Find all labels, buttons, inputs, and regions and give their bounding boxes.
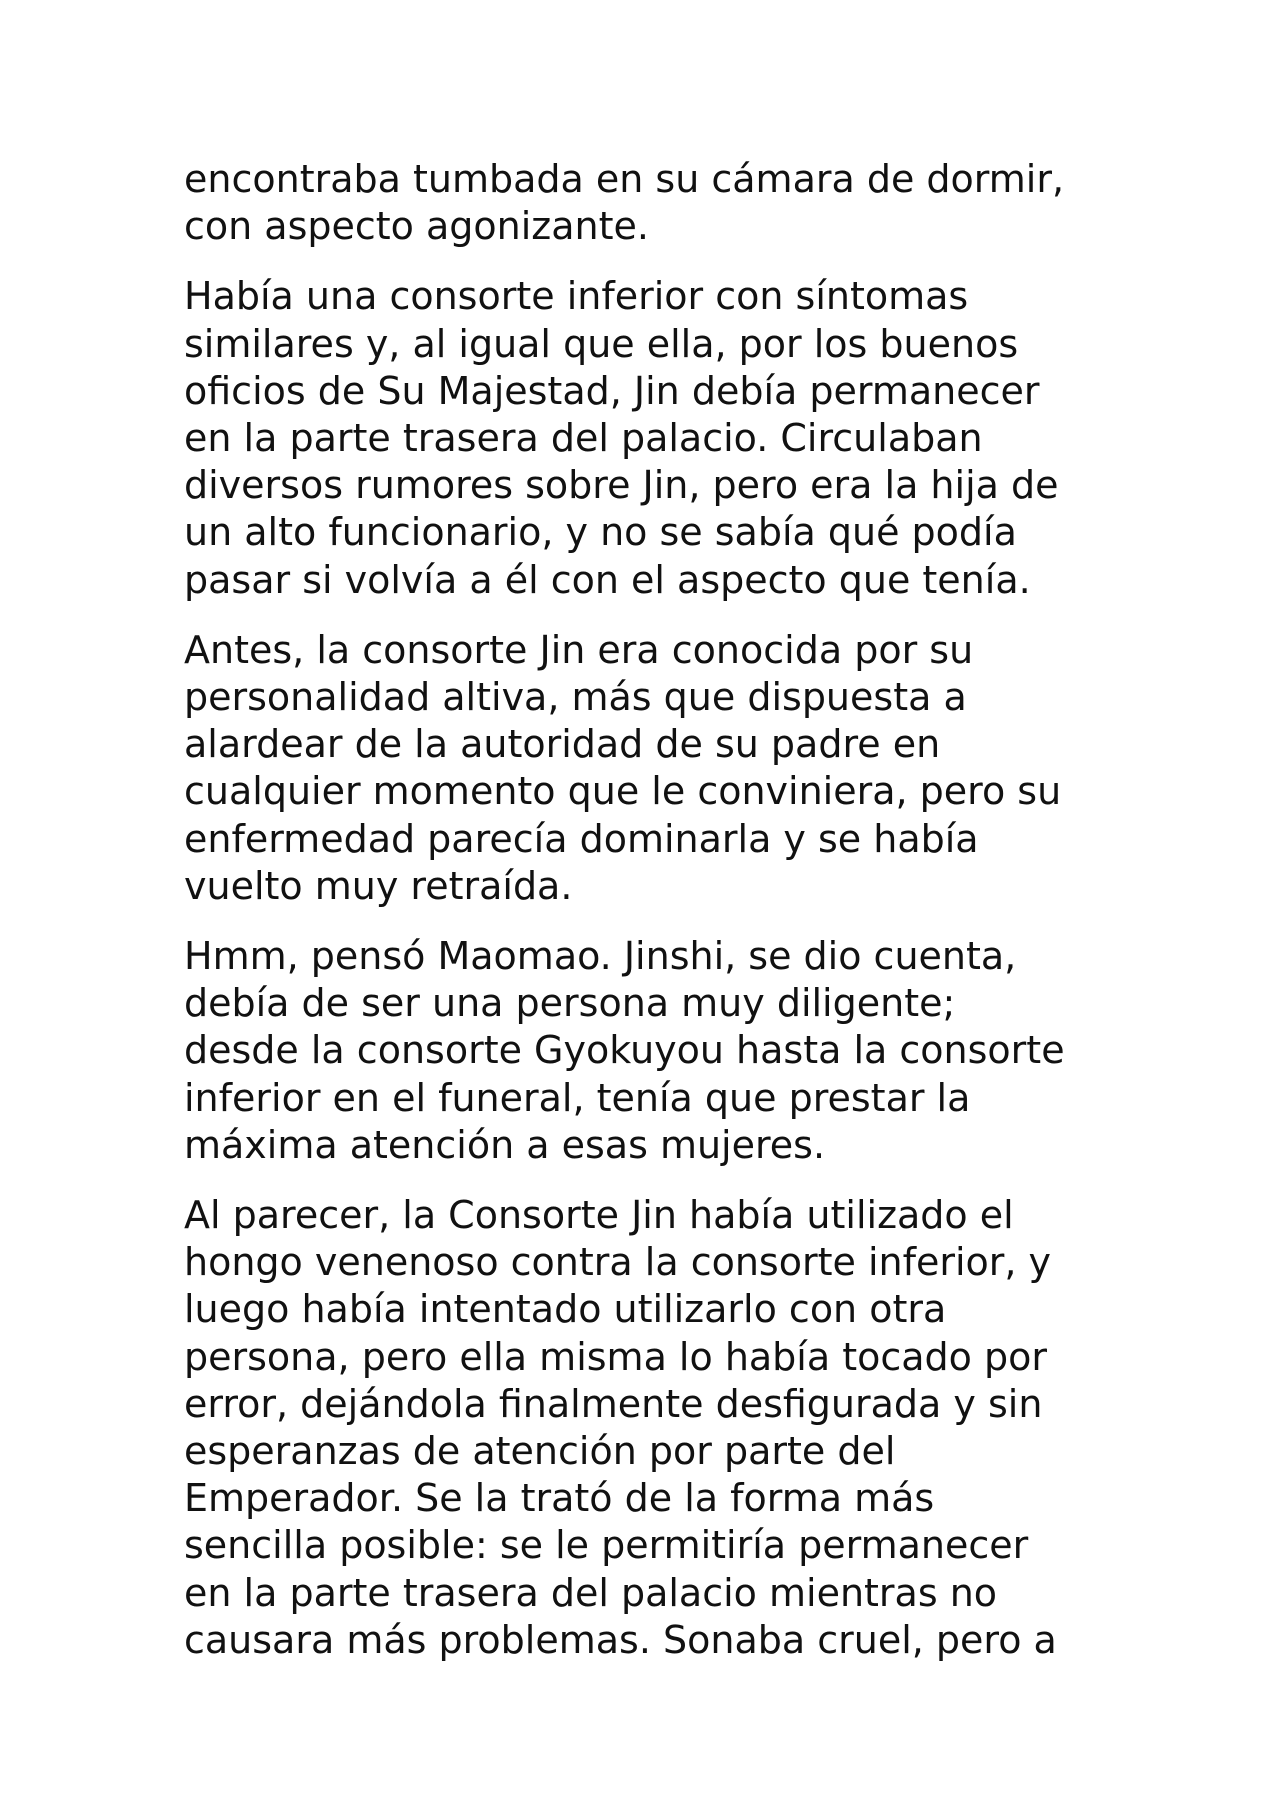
text-line: Había una consorte inferior con síntomas	[184, 274, 969, 319]
text-line: Antes, la consorte Jin era conocida por su	[184, 627, 974, 672]
text-line: con aspecto agonizante.	[184, 204, 649, 249]
text-line: desde la consorte Gyokuyou hasta la consorte	[184, 1028, 1065, 1073]
text-line: debía de ser una persona muy diligente;	[184, 981, 956, 1026]
text-line: similares y, al igual que ella, por los buenos	[184, 321, 1019, 366]
text-line: Hmm, pensó Maomao. Jinshi, se dio cuenta,	[184, 934, 1017, 979]
text-line: pasar si volvía a él con el aspecto que tenía.	[184, 557, 1031, 602]
text-line: alardear de la autoridad de su padre en	[184, 722, 941, 767]
text-line: Al parecer, la Consorte Jin había utilizado el	[184, 1193, 1014, 1238]
text-line: en la parte trasera del palacio mientras no	[184, 1570, 998, 1615]
text-line: encontraba tumbada en su cámara de dormir,	[184, 157, 1065, 201]
text-line: enfermedad parecía dominarla y se había	[184, 816, 979, 861]
text-line: vuelto muy retraída.	[184, 863, 573, 908]
text-line: causara más problemas. Sonaba cruel, pero a	[184, 1617, 1057, 1662]
text-line: Emperador. Se la trató de la forma más	[184, 1476, 935, 1521]
text-line: oficios de Su Majestad, Jin debía permanecer	[184, 368, 1040, 413]
text-line: inferior en el funeral, tenía que prestar la	[184, 1075, 971, 1120]
paragraph	[184, 273, 1114, 603]
text-line: esperanzas de atención por parte del	[184, 1429, 896, 1474]
text-line: error, dejándola finalmente desfigurada y sin	[184, 1381, 1043, 1426]
text-line: luego había intentado utilizarlo con otra	[184, 1287, 947, 1332]
text-line: hongo venenoso contra la consorte inferior, y	[184, 1240, 1052, 1285]
text-line: en la parte trasera del palacio. Circulaban	[184, 416, 983, 461]
paragraph	[184, 933, 1114, 1169]
text-line: un alto funcionario, y no se sabía qué podía	[184, 510, 1017, 555]
body-text	[184, 156, 1114, 1687]
text-line: máxima atención a esas mujeres.	[184, 1122, 826, 1167]
paragraph	[184, 1192, 1114, 1664]
text-line: sencilla posible: se le permitiría permanecer	[184, 1523, 1029, 1568]
text-line: diversos rumores sobre Jin, pero era la hija de	[184, 463, 1059, 508]
paragraph	[184, 156, 1114, 250]
paragraph	[184, 627, 1114, 910]
text-line: persona, pero ella misma lo había tocado por	[184, 1334, 1047, 1379]
text-line: personalidad altiva, más que dispuesta a	[184, 675, 967, 720]
text-line: cualquier momento que le conviniera, pero su	[184, 769, 1062, 814]
